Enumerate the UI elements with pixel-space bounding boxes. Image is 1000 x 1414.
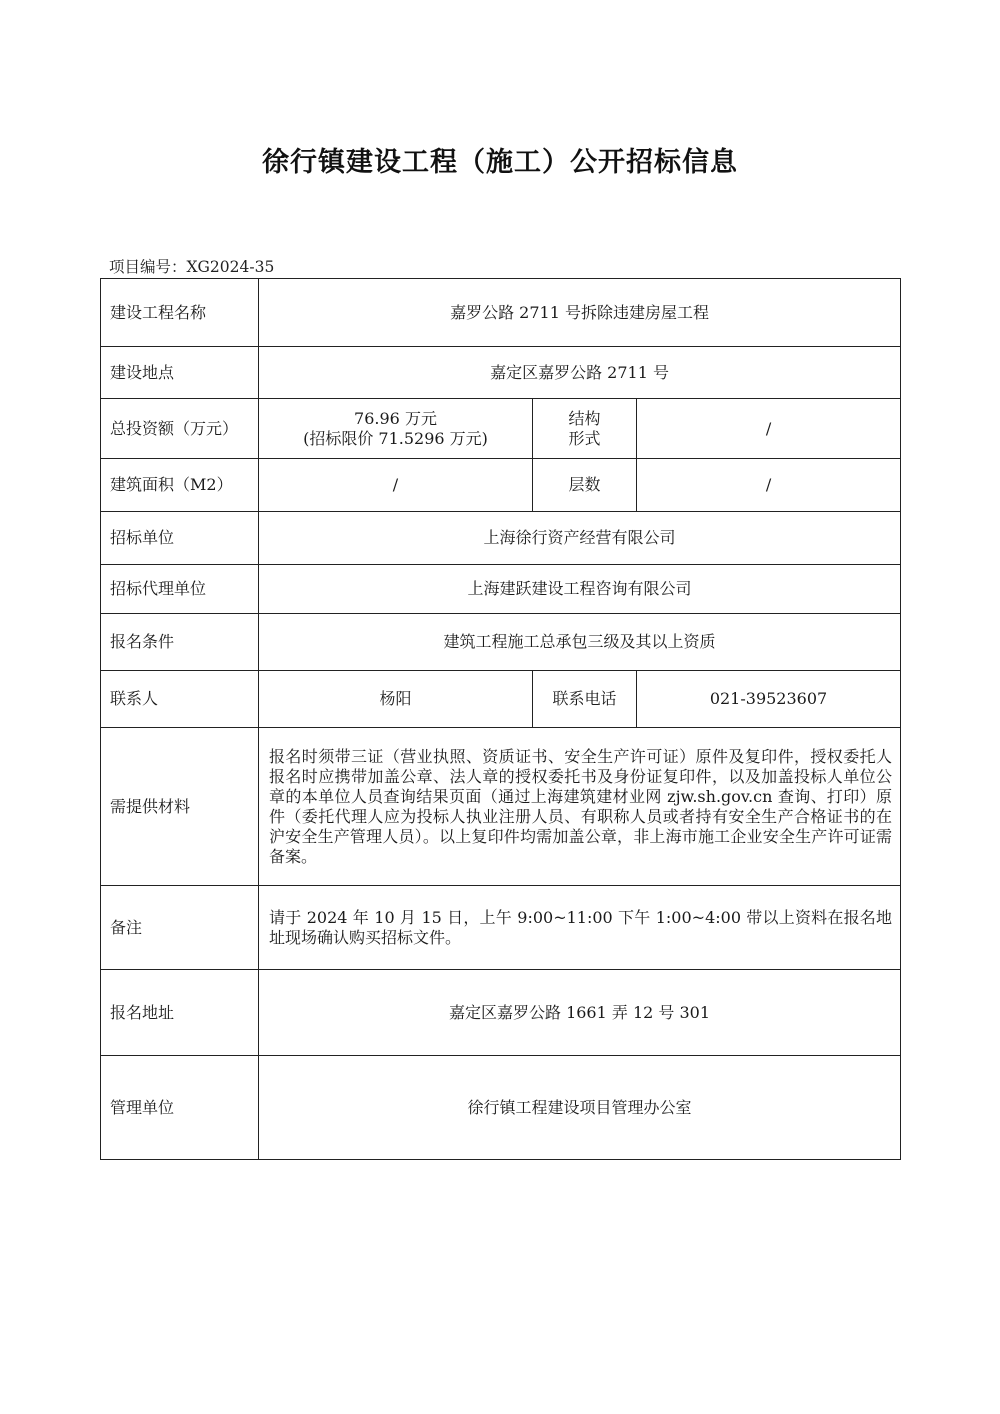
page-title: 徐行镇建设工程（施工）公开招标信息	[262, 147, 738, 178]
management-label: 管理单位	[101, 1056, 259, 1160]
table-row-address	[101, 970, 901, 1056]
remarks-value: 请于 2024 年 10 月 15 日，上午 9:00~11:00 下午 1:00~4:00 带以上资料在报名地址现场确认购买招标文件。	[259, 886, 901, 970]
project-name-label: 建设工程名称	[101, 279, 259, 347]
structure-label-line2: 形式	[568, 428, 601, 448]
project-name-value: 嘉罗公路 2711 号拆除违建房屋工程	[259, 279, 901, 347]
floors-value: /	[637, 459, 901, 512]
tender-info-table	[100, 278, 901, 1160]
table-row-agent	[101, 565, 901, 614]
area-value: /	[259, 459, 533, 512]
investment-label: 总投资额（万元）	[101, 399, 259, 459]
address-value: 嘉定区嘉罗公路 1661 弄 12 号 301	[259, 970, 901, 1056]
location-value: 嘉定区嘉罗公路 2711 号	[259, 347, 901, 399]
tenderer-value: 上海徐行资产经营有限公司	[259, 512, 901, 565]
table-row-materials	[101, 728, 901, 886]
table-row-contact	[101, 671, 901, 728]
phone-label: 联系电话	[533, 671, 637, 728]
requirements-value: 建筑工程施工总承包三级及其以上资质	[259, 614, 901, 671]
materials-value: 报名时须带三证（营业执照、资质证书、安全生产许可证）原件及复印件，授权委托人报名时应携带加盖公章、法人章的授权委托书及身份证复印件，以及加盖投标人单位公章的本单位人员查询结果页面（通过上海建筑建材业网 zjw.sh.gov.cn 查询、打印）原件（委托代理人应为投标人执业注册人员、有职称人员或者持有安全生产合格证书的在沪安全生产管理人员）。以上复印件均需加盖公章，非上海市施工企业安全生产许可证需备案。	[259, 728, 901, 886]
table-row-remarks	[101, 886, 901, 970]
requirements-label: 报名条件	[101, 614, 259, 671]
agent-label: 招标代理单位	[101, 565, 259, 614]
structure-value: /	[637, 399, 901, 459]
floors-label: 层数	[533, 459, 637, 512]
table-row-requirements	[101, 614, 901, 671]
investment-amount: 76.96 万元	[354, 408, 437, 428]
table-row-area	[101, 459, 901, 512]
project-number	[109, 255, 274, 277]
investment-limit-price: (招标限价 71.5296 万元)	[303, 428, 488, 448]
tenderer-label: 招标单位	[101, 512, 259, 565]
table-row-project-name	[101, 279, 901, 347]
table-row-tenderer	[101, 512, 901, 565]
location-label: 建设地点	[101, 347, 259, 399]
project-number-value: XG2024-35	[186, 258, 275, 276]
contact-value: 杨阳	[259, 671, 533, 728]
remarks-label: 备注	[101, 886, 259, 970]
management-value: 徐行镇工程建设项目管理办公室	[259, 1056, 901, 1160]
materials-label: 需提供材料	[101, 728, 259, 886]
structure-label	[533, 399, 637, 459]
table-row-investment	[101, 399, 901, 459]
address-label: 报名地址	[101, 970, 259, 1056]
table-row-location	[101, 347, 901, 399]
agent-value: 上海建跃建设工程咨询有限公司	[259, 565, 901, 614]
project-number-label: 项目编号：	[109, 258, 187, 276]
investment-value	[259, 399, 533, 459]
phone-value: 021-39523607	[637, 671, 901, 728]
contact-label: 联系人	[101, 671, 259, 728]
area-label: 建筑面积（M2）	[101, 459, 259, 512]
structure-label-line1: 结构	[568, 408, 601, 428]
table-row-management	[101, 1056, 901, 1160]
